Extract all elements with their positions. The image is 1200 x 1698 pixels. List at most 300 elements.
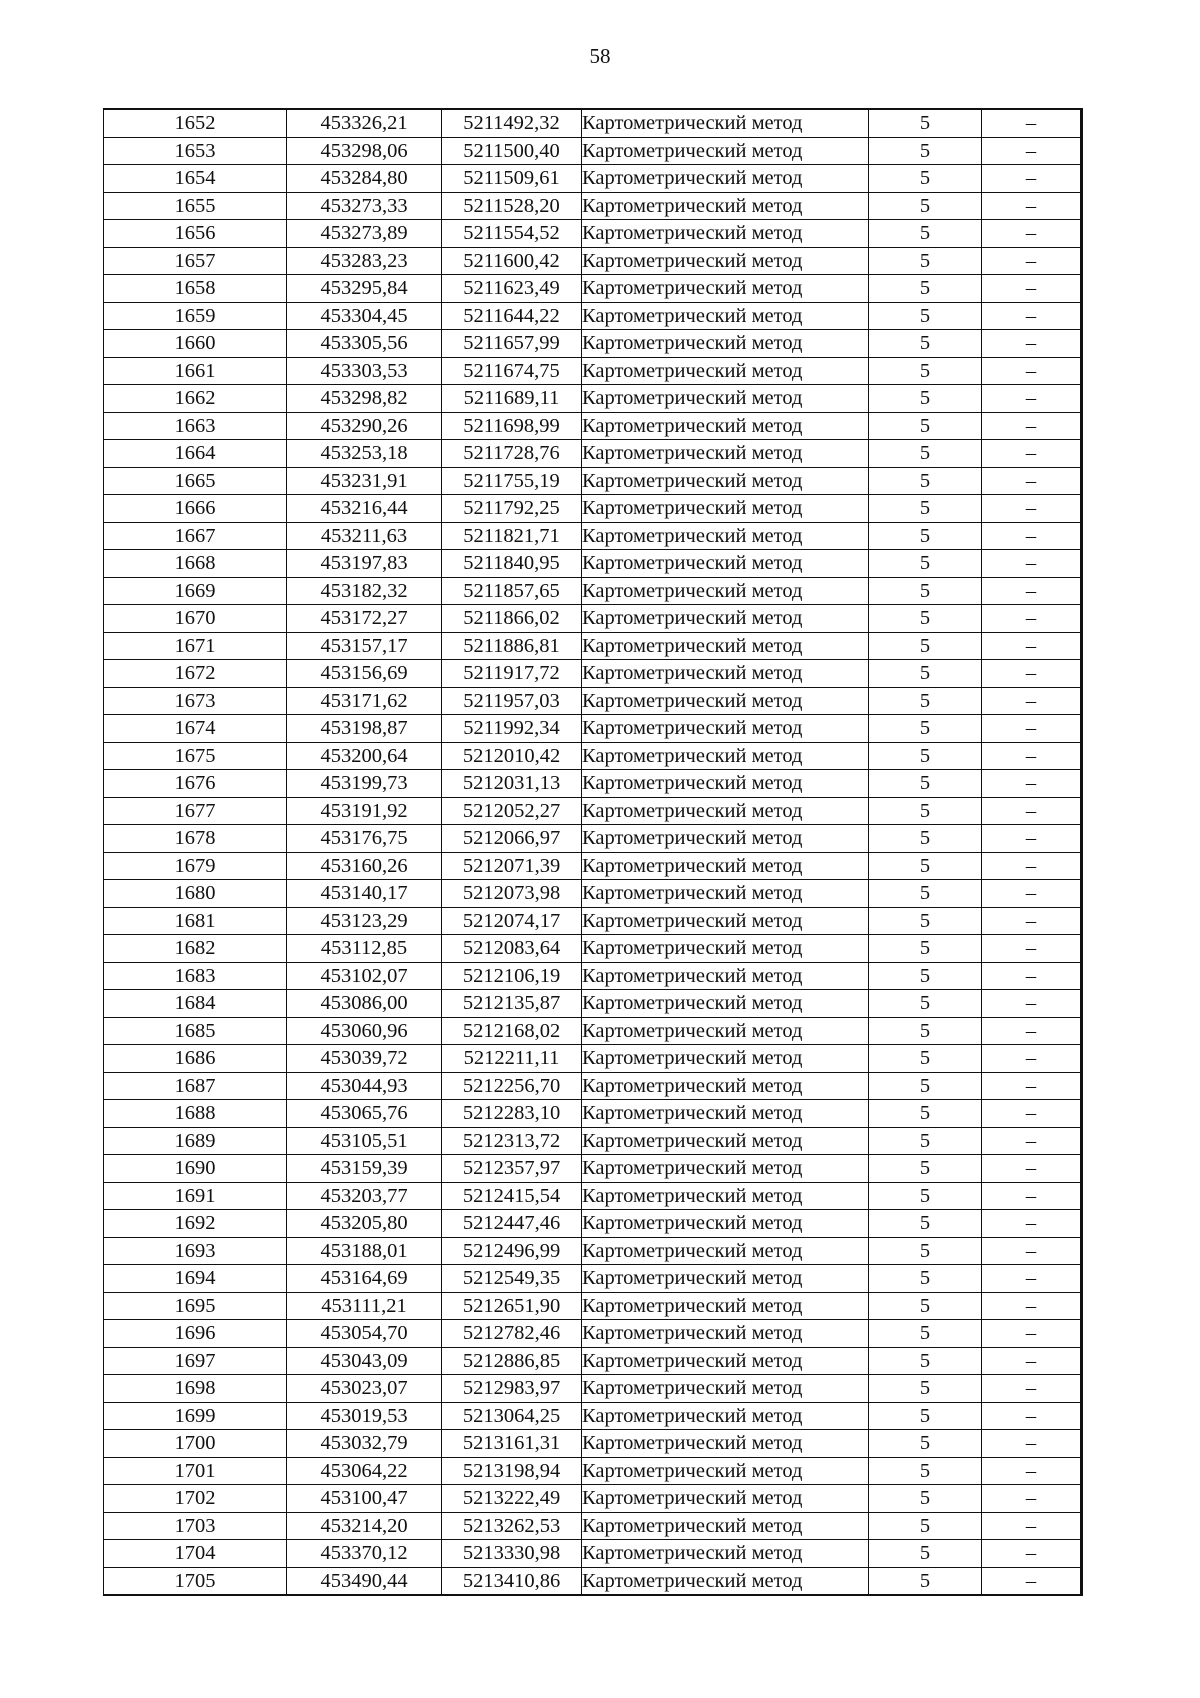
point-number-cell: 1680 <box>104 880 287 908</box>
note-cell: – <box>982 165 1082 193</box>
x-coordinate-cell: 453298,82 <box>287 385 442 413</box>
point-number-cell: 1677 <box>104 797 287 825</box>
note-cell: – <box>982 797 1082 825</box>
accuracy-cell: 5 <box>869 852 982 880</box>
accuracy-cell: 5 <box>869 990 982 1018</box>
method-cell: Картометрический метод <box>582 1045 869 1073</box>
note-cell: – <box>982 1237 1082 1265</box>
x-coordinate-cell: 453203,77 <box>287 1182 442 1210</box>
accuracy-cell: 5 <box>869 302 982 330</box>
table-row <box>104 1265 1082 1293</box>
point-number-cell: 1672 <box>104 660 287 688</box>
x-coordinate-cell: 453370,12 <box>287 1540 442 1568</box>
accuracy-cell: 5 <box>869 742 982 770</box>
accuracy-cell: 5 <box>869 1485 982 1513</box>
accuracy-cell: 5 <box>869 935 982 963</box>
y-coordinate-cell: 5211821,71 <box>442 522 582 550</box>
accuracy-cell: 5 <box>869 1347 982 1375</box>
y-coordinate-cell: 5213222,49 <box>442 1485 582 1513</box>
x-coordinate-cell: 453064,22 <box>287 1457 442 1485</box>
method-cell: Картометрический метод <box>582 550 869 578</box>
point-number-cell: 1700 <box>104 1430 287 1458</box>
point-number-cell: 1693 <box>104 1237 287 1265</box>
note-cell: – <box>982 852 1082 880</box>
note-cell: – <box>982 192 1082 220</box>
accuracy-cell: 5 <box>869 495 982 523</box>
y-coordinate-cell: 5212106,19 <box>442 962 582 990</box>
point-number-cell: 1667 <box>104 522 287 550</box>
method-cell: Картометрический метод <box>582 935 869 963</box>
y-coordinate-cell: 5212066,97 <box>442 825 582 853</box>
y-coordinate-cell: 5211509,61 <box>442 165 582 193</box>
y-coordinate-cell: 5212283,10 <box>442 1100 582 1128</box>
point-number-cell: 1689 <box>104 1127 287 1155</box>
table-row <box>104 1402 1082 1430</box>
point-number-cell: 1678 <box>104 825 287 853</box>
note-cell: – <box>982 247 1082 275</box>
point-number-cell: 1657 <box>104 247 287 275</box>
accuracy-cell: 5 <box>869 1292 982 1320</box>
point-number-cell: 1679 <box>104 852 287 880</box>
table-row <box>104 247 1082 275</box>
x-coordinate-cell: 453253,18 <box>287 440 442 468</box>
accuracy-cell: 5 <box>869 330 982 358</box>
table-row <box>104 1292 1082 1320</box>
y-coordinate-cell: 5213198,94 <box>442 1457 582 1485</box>
point-number-cell: 1669 <box>104 577 287 605</box>
x-coordinate-cell: 453157,17 <box>287 632 442 660</box>
y-coordinate-cell: 5211840,95 <box>442 550 582 578</box>
accuracy-cell: 5 <box>869 632 982 660</box>
method-cell: Картометрический метод <box>582 1540 869 1568</box>
page-number: 58 <box>589 44 611 68</box>
point-number-cell: 1686 <box>104 1045 287 1073</box>
point-number-cell: 1663 <box>104 412 287 440</box>
accuracy-cell: 5 <box>869 1017 982 1045</box>
x-coordinate-cell: 453211,63 <box>287 522 442 550</box>
accuracy-cell: 5 <box>869 770 982 798</box>
x-coordinate-cell: 453156,69 <box>287 660 442 688</box>
coordinates-table <box>103 108 1083 1596</box>
note-cell: – <box>982 770 1082 798</box>
x-coordinate-cell: 453054,70 <box>287 1320 442 1348</box>
method-cell: Картометрический метод <box>582 137 869 165</box>
x-coordinate-cell: 453284,80 <box>287 165 442 193</box>
note-cell: – <box>982 522 1082 550</box>
point-number-cell: 1652 <box>104 109 287 137</box>
accuracy-cell: 5 <box>869 1540 982 1568</box>
method-cell: Картометрический метод <box>582 275 869 303</box>
y-coordinate-cell: 5213161,31 <box>442 1430 582 1458</box>
note-cell: – <box>982 1155 1082 1183</box>
method-cell: Картометрический метод <box>582 742 869 770</box>
point-number-cell: 1702 <box>104 1485 287 1513</box>
point-number-cell: 1659 <box>104 302 287 330</box>
table-row <box>104 1430 1082 1458</box>
table-row <box>104 385 1082 413</box>
note-cell: – <box>982 1017 1082 1045</box>
point-number-cell: 1696 <box>104 1320 287 1348</box>
point-number-cell: 1664 <box>104 440 287 468</box>
accuracy-cell: 5 <box>869 605 982 633</box>
note-cell: – <box>982 1402 1082 1430</box>
point-number-cell: 1694 <box>104 1265 287 1293</box>
accuracy-cell: 5 <box>869 1457 982 1485</box>
method-cell: Картометрический метод <box>582 1265 869 1293</box>
x-coordinate-cell: 453303,53 <box>287 357 442 385</box>
y-coordinate-cell: 5211689,11 <box>442 385 582 413</box>
method-cell: Картометрический метод <box>582 1127 869 1155</box>
y-coordinate-cell: 5212447,46 <box>442 1210 582 1238</box>
accuracy-cell: 5 <box>869 1045 982 1073</box>
point-number-cell: 1691 <box>104 1182 287 1210</box>
point-number-cell: 1688 <box>104 1100 287 1128</box>
y-coordinate-cell: 5212168,02 <box>442 1017 582 1045</box>
x-coordinate-cell: 453197,83 <box>287 550 442 578</box>
point-number-cell: 1670 <box>104 605 287 633</box>
method-cell: Картометрический метод <box>582 385 869 413</box>
method-cell: Картометрический метод <box>582 880 869 908</box>
x-coordinate-cell: 453490,44 <box>287 1567 442 1595</box>
x-coordinate-cell: 453295,84 <box>287 275 442 303</box>
note-cell: – <box>982 220 1082 248</box>
method-cell: Картометрический метод <box>582 302 869 330</box>
y-coordinate-cell: 5212010,42 <box>442 742 582 770</box>
accuracy-cell: 5 <box>869 137 982 165</box>
note-cell: – <box>982 385 1082 413</box>
accuracy-cell: 5 <box>869 522 982 550</box>
table-row <box>104 1182 1082 1210</box>
table-row <box>104 1100 1082 1128</box>
note-cell: – <box>982 495 1082 523</box>
point-number-cell: 1668 <box>104 550 287 578</box>
point-number-cell: 1673 <box>104 687 287 715</box>
accuracy-cell: 5 <box>869 1567 982 1595</box>
y-coordinate-cell: 5212052,27 <box>442 797 582 825</box>
table-row <box>104 1540 1082 1568</box>
table-row <box>104 137 1082 165</box>
point-number-cell: 1676 <box>104 770 287 798</box>
accuracy-cell: 5 <box>869 275 982 303</box>
accuracy-cell: 5 <box>869 550 982 578</box>
accuracy-cell: 5 <box>869 660 982 688</box>
accuracy-cell: 5 <box>869 440 982 468</box>
method-cell: Картометрический метод <box>582 770 869 798</box>
point-number-cell: 1661 <box>104 357 287 385</box>
method-cell: Картометрический метод <box>582 357 869 385</box>
y-coordinate-cell: 5211866,02 <box>442 605 582 633</box>
table-row <box>104 1045 1082 1073</box>
note-cell: – <box>982 1430 1082 1458</box>
table-row <box>104 687 1082 715</box>
y-coordinate-cell: 5212549,35 <box>442 1265 582 1293</box>
y-coordinate-cell: 5213064,25 <box>442 1402 582 1430</box>
table-row <box>104 797 1082 825</box>
y-coordinate-cell: 5212073,98 <box>442 880 582 908</box>
point-number-cell: 1654 <box>104 165 287 193</box>
point-number-cell: 1660 <box>104 330 287 358</box>
note-cell: – <box>982 1210 1082 1238</box>
accuracy-cell: 5 <box>869 1182 982 1210</box>
x-coordinate-cell: 453086,00 <box>287 990 442 1018</box>
table-row <box>104 1237 1082 1265</box>
table-row <box>104 1347 1082 1375</box>
note-cell: – <box>982 302 1082 330</box>
note-cell: – <box>982 1485 1082 1513</box>
y-coordinate-cell: 5213262,53 <box>442 1512 582 1540</box>
accuracy-cell: 5 <box>869 109 982 137</box>
accuracy-cell: 5 <box>869 412 982 440</box>
table-row <box>104 550 1082 578</box>
y-coordinate-cell: 5213330,98 <box>442 1540 582 1568</box>
x-coordinate-cell: 453283,23 <box>287 247 442 275</box>
y-coordinate-cell: 5211957,03 <box>442 687 582 715</box>
x-coordinate-cell: 453140,17 <box>287 880 442 908</box>
table-row <box>104 605 1082 633</box>
method-cell: Картометрический метод <box>582 852 869 880</box>
point-number-cell: 1665 <box>104 467 287 495</box>
table-row <box>104 1375 1082 1403</box>
method-cell: Картометрический метод <box>582 440 869 468</box>
note-cell: – <box>982 1457 1082 1485</box>
table-row <box>104 495 1082 523</box>
x-coordinate-cell: 453305,56 <box>287 330 442 358</box>
note-cell: – <box>982 440 1082 468</box>
accuracy-cell: 5 <box>869 907 982 935</box>
point-number-cell: 1656 <box>104 220 287 248</box>
x-coordinate-cell: 453112,85 <box>287 935 442 963</box>
table-row <box>104 165 1082 193</box>
table-row <box>104 1512 1082 1540</box>
accuracy-cell: 5 <box>869 1072 982 1100</box>
note-cell: – <box>982 1512 1082 1540</box>
note-cell: – <box>982 687 1082 715</box>
y-coordinate-cell: 5212983,97 <box>442 1375 582 1403</box>
method-cell: Картометрический метод <box>582 1457 869 1485</box>
point-number-cell: 1704 <box>104 1540 287 1568</box>
table-row <box>104 990 1082 1018</box>
note-cell: – <box>982 1182 1082 1210</box>
y-coordinate-cell: 5211492,32 <box>442 109 582 137</box>
y-coordinate-cell: 5211500,40 <box>442 137 582 165</box>
x-coordinate-cell: 453176,75 <box>287 825 442 853</box>
method-cell: Картометрический метод <box>582 825 869 853</box>
method-cell: Картометрический метод <box>582 687 869 715</box>
x-coordinate-cell: 453102,07 <box>287 962 442 990</box>
table-row <box>104 1210 1082 1238</box>
note-cell: – <box>982 825 1082 853</box>
y-coordinate-cell: 5211554,52 <box>442 220 582 248</box>
note-cell: – <box>982 137 1082 165</box>
note-cell: – <box>982 935 1082 963</box>
point-number-cell: 1703 <box>104 1512 287 1540</box>
accuracy-cell: 5 <box>869 1430 982 1458</box>
y-coordinate-cell: 5211600,42 <box>442 247 582 275</box>
point-number-cell: 1662 <box>104 385 287 413</box>
point-number-cell: 1655 <box>104 192 287 220</box>
x-coordinate-cell: 453065,76 <box>287 1100 442 1128</box>
x-coordinate-cell: 453032,79 <box>287 1430 442 1458</box>
note-cell: – <box>982 632 1082 660</box>
method-cell: Картометрический метод <box>582 797 869 825</box>
point-number-cell: 1683 <box>104 962 287 990</box>
note-cell: – <box>982 109 1082 137</box>
table-row <box>104 880 1082 908</box>
y-coordinate-cell: 5211728,76 <box>442 440 582 468</box>
method-cell: Картометрический метод <box>582 1210 869 1238</box>
method-cell: Картометрический метод <box>582 1100 869 1128</box>
accuracy-cell: 5 <box>869 192 982 220</box>
method-cell: Картометрический метод <box>582 1182 869 1210</box>
x-coordinate-cell: 453172,27 <box>287 605 442 633</box>
y-coordinate-cell: 5213410,86 <box>442 1567 582 1595</box>
x-coordinate-cell: 453304,45 <box>287 302 442 330</box>
point-number-cell: 1690 <box>104 1155 287 1183</box>
method-cell: Картометрический метод <box>582 1512 869 1540</box>
note-cell: – <box>982 1567 1082 1595</box>
table-row <box>104 1320 1082 1348</box>
note-cell: – <box>982 1045 1082 1073</box>
table-row <box>104 577 1082 605</box>
method-cell: Картометрический метод <box>582 907 869 935</box>
method-cell: Картометрический метод <box>582 220 869 248</box>
x-coordinate-cell: 453214,20 <box>287 1512 442 1540</box>
method-cell: Картометрический метод <box>582 1017 869 1045</box>
accuracy-cell: 5 <box>869 1210 982 1238</box>
table-row <box>104 220 1082 248</box>
y-coordinate-cell: 5212083,64 <box>442 935 582 963</box>
point-number-cell: 1685 <box>104 1017 287 1045</box>
accuracy-cell: 5 <box>869 577 982 605</box>
y-coordinate-cell: 5211623,49 <box>442 275 582 303</box>
accuracy-cell: 5 <box>869 357 982 385</box>
x-coordinate-cell: 453200,64 <box>287 742 442 770</box>
x-coordinate-cell: 453171,62 <box>287 687 442 715</box>
accuracy-cell: 5 <box>869 687 982 715</box>
point-number-cell: 1698 <box>104 1375 287 1403</box>
table-row <box>104 715 1082 743</box>
table-row <box>104 440 1082 468</box>
x-coordinate-cell: 453326,21 <box>287 109 442 137</box>
point-number-cell: 1684 <box>104 990 287 1018</box>
note-cell: – <box>982 1072 1082 1100</box>
y-coordinate-cell: 5212211,11 <box>442 1045 582 1073</box>
method-cell: Картометрический метод <box>582 1155 869 1183</box>
y-coordinate-cell: 5211755,19 <box>442 467 582 495</box>
y-coordinate-cell: 5212357,97 <box>442 1155 582 1183</box>
method-cell: Картометрический метод <box>582 1430 869 1458</box>
table-row <box>104 1567 1082 1595</box>
accuracy-cell: 5 <box>869 825 982 853</box>
x-coordinate-cell: 453164,69 <box>287 1265 442 1293</box>
note-cell: – <box>982 1347 1082 1375</box>
point-number-cell: 1697 <box>104 1347 287 1375</box>
point-number-cell: 1681 <box>104 907 287 935</box>
table-row <box>104 192 1082 220</box>
x-coordinate-cell: 453182,32 <box>287 577 442 605</box>
note-cell: – <box>982 577 1082 605</box>
y-coordinate-cell: 5212782,46 <box>442 1320 582 1348</box>
note-cell: – <box>982 1540 1082 1568</box>
accuracy-cell: 5 <box>869 1402 982 1430</box>
method-cell: Картометрический метод <box>582 1402 869 1430</box>
accuracy-cell: 5 <box>869 880 982 908</box>
y-coordinate-cell: 5211917,72 <box>442 660 582 688</box>
x-coordinate-cell: 453273,33 <box>287 192 442 220</box>
y-coordinate-cell: 5212496,99 <box>442 1237 582 1265</box>
note-cell: – <box>982 1100 1082 1128</box>
table-row <box>104 907 1082 935</box>
point-number-cell: 1653 <box>104 137 287 165</box>
table-row <box>104 467 1082 495</box>
point-number-cell: 1682 <box>104 935 287 963</box>
accuracy-cell: 5 <box>869 385 982 413</box>
x-coordinate-cell: 453159,39 <box>287 1155 442 1183</box>
method-cell: Картометрический метод <box>582 1485 869 1513</box>
note-cell: – <box>982 605 1082 633</box>
note-cell: – <box>982 550 1082 578</box>
table-row <box>104 330 1082 358</box>
y-coordinate-cell: 5212074,17 <box>442 907 582 935</box>
method-cell: Картометрический метод <box>582 1347 869 1375</box>
x-coordinate-cell: 453123,29 <box>287 907 442 935</box>
note-cell: – <box>982 275 1082 303</box>
x-coordinate-cell: 453198,87 <box>287 715 442 743</box>
table-row <box>104 962 1082 990</box>
table-row <box>104 1017 1082 1045</box>
table-row <box>104 412 1082 440</box>
point-number-cell: 1695 <box>104 1292 287 1320</box>
point-number-cell: 1666 <box>104 495 287 523</box>
table-row <box>104 1127 1082 1155</box>
method-cell: Картометрический метод <box>582 109 869 137</box>
method-cell: Картометрический метод <box>582 577 869 605</box>
accuracy-cell: 5 <box>869 715 982 743</box>
y-coordinate-cell: 5211857,65 <box>442 577 582 605</box>
x-coordinate-cell: 453100,47 <box>287 1485 442 1513</box>
note-cell: – <box>982 715 1082 743</box>
coordinates-table-body <box>104 109 1082 1595</box>
point-number-cell: 1692 <box>104 1210 287 1238</box>
x-coordinate-cell: 453273,89 <box>287 220 442 248</box>
x-coordinate-cell: 453023,07 <box>287 1375 442 1403</box>
accuracy-cell: 5 <box>869 1100 982 1128</box>
method-cell: Картометрический метод <box>582 1237 869 1265</box>
note-cell: – <box>982 907 1082 935</box>
y-coordinate-cell: 5212313,72 <box>442 1127 582 1155</box>
table-row <box>104 275 1082 303</box>
accuracy-cell: 5 <box>869 1237 982 1265</box>
method-cell: Картометрический метод <box>582 330 869 358</box>
accuracy-cell: 5 <box>869 165 982 193</box>
note-cell: – <box>982 357 1082 385</box>
method-cell: Картометрический метод <box>582 962 869 990</box>
point-number-cell: 1699 <box>104 1402 287 1430</box>
table-row <box>104 1457 1082 1485</box>
method-cell: Картометрический метод <box>582 660 869 688</box>
accuracy-cell: 5 <box>869 467 982 495</box>
x-coordinate-cell: 453111,21 <box>287 1292 442 1320</box>
table-row <box>104 660 1082 688</box>
x-coordinate-cell: 453290,26 <box>287 412 442 440</box>
method-cell: Картометрический метод <box>582 632 869 660</box>
method-cell: Картометрический метод <box>582 990 869 1018</box>
accuracy-cell: 5 <box>869 1375 982 1403</box>
x-coordinate-cell: 453298,06 <box>287 137 442 165</box>
y-coordinate-cell: 5212651,90 <box>442 1292 582 1320</box>
note-cell: – <box>982 1320 1082 1348</box>
table-row <box>104 632 1082 660</box>
